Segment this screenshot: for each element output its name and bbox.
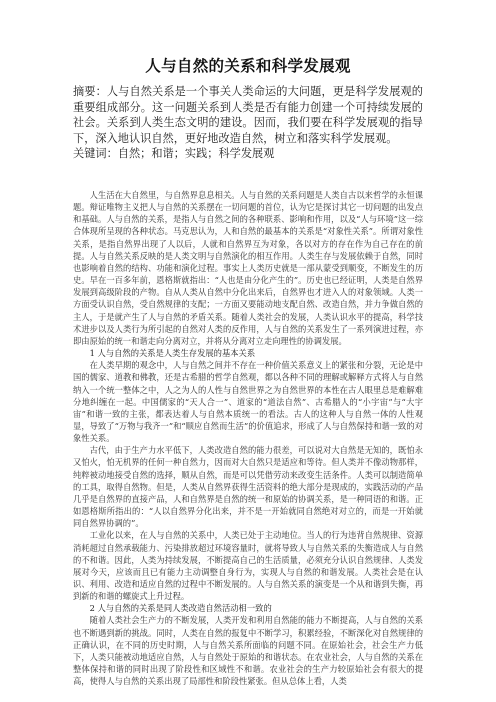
section-1-paragraph-2: 古代，由于生产力水平低下，人类改造自然的能力很差，可以说对大自然是无知的，既怕永又怕火，怕无机界的任何一种自然力，因而对大自然只是适应和等待。但人类并不像动物那样，纯粹被动地接受自然的选择，顺从自然，而是可以凭借劳动来改变生活条件。人类可以制造简单的工具，取得自然物。但是，人类从自然界获得生活资料的绝大部分是现成的，实践活动的产品几乎是自然界的直接产品，人和自然界是自然的统一和原始的协调关系，是一种同语的和谐。正如恩格斯所指出的：“人以自然界分化出来，并不是一开始就同自然绝对对立的，而是一开始就同自然界协调的”。 bbox=[73, 445, 423, 529]
section-2-paragraph-1: 随着人类社会生产力的不断发展，人类开发和利用自然能的能力不断提高，人与自然的关系也不断遇到新的挑战。同时，人类在自然的报复中不断学习，积累经验，不断深化对自然规律的正确认识，在不同的历史时期，人与自然关系所面临的问题不同。在原始社会，社会生产力低下，人类只能被动地适应自然，人与自然处于原始的和谐状态。在农业社会，人与自然的关系在整体保持和谐的同时出现了阶段性和区域性不和谐。农业社会的生产力较原始社会有很大的提高，使得人与自然的关系出现了局部性和阶段性紧张。但从总体上看，人类 bbox=[73, 615, 423, 687]
section-1-paragraph-1: 在人类早期的观念中，人与自然之间并不存在一种价值关系意义上的紧张和分裂，无论是中国的儒家、道教和佛教，还是古希腊的哲学自然观，都以各种不同的理解或解释方式将人与自然纳入一个统一整体之中，人之为人的人性与自然世界之为自然世界的本性在古人眼里总是难解难分地纠缠在一起。中国儒家的“天人合一”、道家的“道法自然”、古希腊人的“小宇宙”与“大宇宙”和谐一致的主张，都表达着人与自然本质统一的看法。古人的这种人与自然一体的人性观显，导致了“万物与我齐一”和“顺应自然而生活”的价值追求，形成了人与自然保持和谐一致的对象性关系。 bbox=[73, 360, 423, 444]
keywords-line: 关键词：自然；和谐；实践；科学发展观 bbox=[73, 147, 275, 161]
section-2-heading: 2 人与自然的关系是同人类改造自然活动相一致的 bbox=[89, 603, 272, 614]
body-text bbox=[73, 189, 423, 687]
intro-paragraph: 人生活在大自然里，与自然界息息相关。人与自然的关系问题是人类自古以来哲学的永恒课题。辩证唯物主义把人与自然的关系摆在一切问题的首位，认为它是探讨其它一切问题的出发点和基础。人与自然的关系，是指人与自然之间的各种联系、影响和作用，以及“人与环境”这一综合体现所呈现的各种状态。马克思认为，人和自然的最基本的关系是“对象性关系”。所谓对象性关系，是指自然界出现了人以后，人就和自然界互为对象，各以对方的存在作为自己存在的前提。人与自然关系反映的是人类文明与自然演化的相互作用。人类生存与发展依赖于自然，同时也影响着自然的结构、功能和演化过程。事实上人类历史就是一部从蒙受到顺变，不断发生的历史。早在一百多年前，恩格斯就指出：“人也是由分化产生的”。历史也已经证明，人类是自然界发展到高级阶段的产物。自从人类从自然中分化出来后，自然界也才进入人的对象领域。人类一方面受认识自然，受自然规律的支配；一方面又要能动地支配自然、改造自然，并力争做自然的主人，于是就产生了人与自然的矛盾关系。随着人类社会的发展，人类认识水平的提高，科学技术进步以及人类行为所引起的自然对人类的反作用，人与自然的关系发生了一系列演进过程，亦即由原始的统一和谐走向分离对立，并将从分离对立走向理性的协调发展。 bbox=[73, 190, 423, 346]
paper-title: 人与自然的关系和科学发展观 bbox=[145, 56, 351, 75]
section-1-heading: 1 人与自然的关系是人类生存发展的基本关系 bbox=[89, 348, 256, 359]
abstract-text: 摘要：人与自然关系是一个事关人类命运的大问题，更是科学发展观的重要组成部分。这一问题关系到人类是否有能力创建一个可持续发展的社会。关系到人类生态文明的建设。因而，我们要在科学发展观的指导下，深入地认识自然，更好地改造自然，树立和落实科学发展观。 bbox=[73, 85, 423, 145]
section-1-paragraph-3: 工业化以来，在人与自然的关系中，人类已处于主动地位。当人的行为违背自然规律、资源消耗超过自然承载能力、污染排放超过环境容量时，就将导致人与自然关系的失衡造成人与自然的不和谐。因此，人类为持续发展，不断提高自己的生活质量，必须充分认识自然规律、人类发展对今天，应该而且已有能力主动调整自身行为，实现人与自然的和谐发展。人类社会是在认识、利用、改造和适应自然的过程中不断发展的。人与自然关系的演变是一个从和谐到失衡，再到新的和谐的螺旋式上升过程。 bbox=[73, 530, 423, 602]
abstract-section bbox=[73, 84, 423, 162]
